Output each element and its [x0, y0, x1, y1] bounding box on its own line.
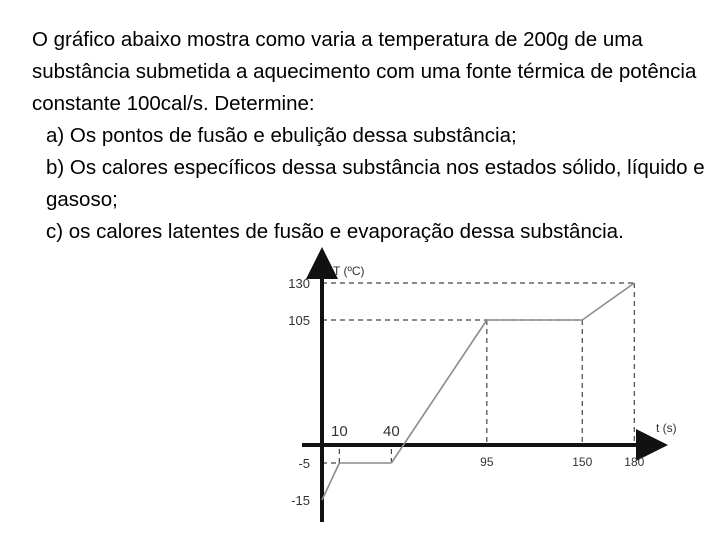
- x-tick-label-10: 10: [331, 423, 348, 440]
- x-tick-label-40: 40: [383, 423, 400, 440]
- series-segment-3: [391, 320, 486, 463]
- series-segment-1: [322, 463, 339, 500]
- axes: [302, 263, 652, 522]
- y-tick-label--5: -5: [298, 456, 310, 471]
- question-item-c: c) os calores latentes de fusão e evaporação dessa substância.: [46, 220, 624, 243]
- series-segment-5: [582, 283, 634, 320]
- x-tick-label-180: 180: [624, 455, 645, 469]
- y-tick-label--15: -15: [291, 493, 310, 508]
- guide-lines: [322, 283, 634, 463]
- x-tick-label-95: 95: [480, 455, 494, 469]
- y-axis-label: T (ºC): [333, 264, 365, 278]
- y-tick-label-130: 130: [288, 276, 310, 291]
- question-item-b: b) Os calores específicos dessa substância nos estados sólido, líquido e gasoso;: [46, 156, 705, 211]
- question-item-a: a) Os pontos de fusão e ebulição dessa substância;: [46, 124, 517, 147]
- tick-labels: [288, 264, 676, 508]
- question-intro: O gráfico abaixo mostra como varia a temperatura de 200g de uma substância submetida a aquecimento com uma fonte térmica de potência constante 100cal/s. Determine:: [32, 28, 697, 115]
- x-axis-label: t (s): [656, 421, 677, 435]
- x-tick-label-150: 150: [572, 455, 593, 469]
- y-tick-label-105: 105: [288, 313, 310, 328]
